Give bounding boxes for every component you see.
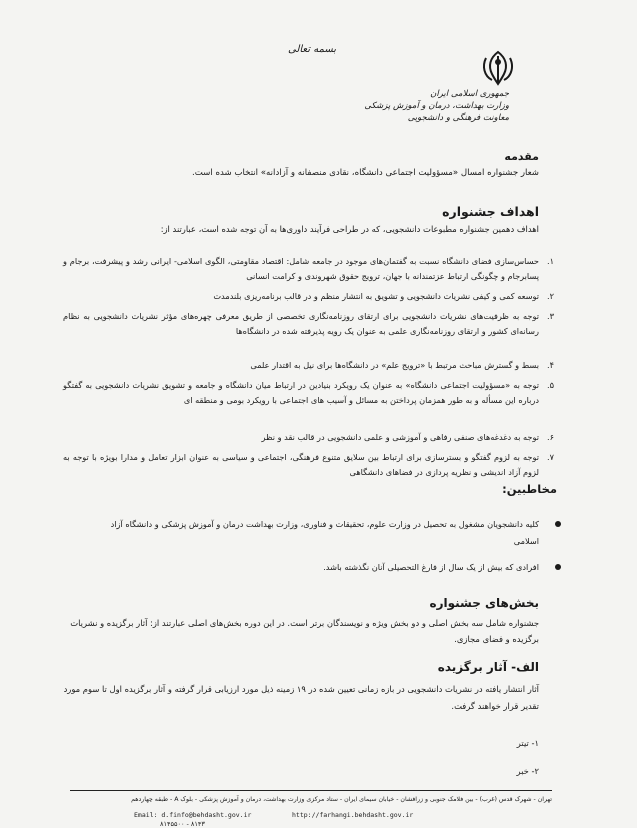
goal-text: توسعه کمی و کیفی نشریات دانشجویی و تشویق به انتشار منظم و در قالب برنامه‌ریزی بلندمدت <box>213 291 539 301</box>
ministry-header <box>359 88 509 124</box>
goal-item-3 <box>63 309 555 339</box>
goal-number: ۵. <box>547 380 555 390</box>
goal-item-4 <box>63 358 555 373</box>
footer <box>70 790 552 828</box>
goal-text: توجه به ظرفیت‌های نشریات دانشجویی برای ارتقای روزنامه‌نگاری تخصصی از طریق معرفی چهره‌های مؤثر نشریات دانشجویی به نظام رسانه‌ای کشور و ارتقای روزنامه‌نگاری علمی به عنوان یک رویه پذیرفته شده در دانشگاه‌ها <box>63 311 539 336</box>
sections-text: جشنواره شامل سه بخش اصلی و دو بخش ویژه و نویسندگان برتر است. در این دوره بخش‌های اصلی عبارتند از: آثار برگزیده و نشریات برگزیده و فضای مجازی. <box>70 618 539 644</box>
goal-number: ۱. <box>547 256 555 266</box>
footer-website-link[interactable]: http://farhangi.behdasht.gov.ir <box>292 811 414 819</box>
goal-number: ۶. <box>547 432 555 442</box>
goal-number: ۷. <box>547 452 555 462</box>
bullet-icon <box>555 521 561 527</box>
audience-heading: مخاطبین: <box>502 482 557 496</box>
footer-email[interactable]: Email: d.finfo@behdasht.gov.ir <box>134 811 252 819</box>
iran-emblem-icon <box>478 48 518 88</box>
footer-tel: ۸۱۴۵۵۰۰ - ۸۱۴۳ <box>160 820 205 828</box>
goal-text: حساس‌سازی فضای دانشگاه نسبت به گفتمان‌های موجود در جامعه شامل: اقتصاد مقاومتی، الگوی اسلامی- ایرانی رشد و پیشرفت، برجام و پسابرجام و چگونگی ارتباط عزتمندانه با جهان، ترویج حقوق شهروندی و کرامت انسانی <box>63 256 539 281</box>
bullet-icon <box>555 564 561 570</box>
goal-item-1 <box>63 254 555 284</box>
goal-text: توجه به «مسؤولیت اجتماعی دانشگاه» به عنوان یک رویکرد بنیادین در ارتباط میان دانشگاه و جامعه و تشویق نشریات دانشجویی به گفتگو درباره این مسأله و به طور همزمان پرداختن به مسائل و آسیب های اجتماعی با رویکرد بومی و منطقه ای <box>63 380 539 405</box>
intro-heading: مقدمه <box>504 150 539 163</box>
goal-item-7 <box>63 450 555 480</box>
basmala: بسمه تعالی <box>288 44 337 55</box>
goal-item-2 <box>63 289 555 304</box>
footer-address: تهران - شهرک قدس (غرب) - بین فلامک جنوبی و زرافشان - خیابان سیمای ایران - ستاد مرکزی وزارت بهداشت، درمان و آموزش پزشکی - بلوک A - طبقه چهاردهم <box>131 796 552 803</box>
goal-text: توجه به لزوم گفتگو و بسترسازی برای ارتباط بین سلایق متنوع فرهنگی، اجتماعی و سیاسی به عنوان ابزار تعامل و مدارا بویژه با توجه به لزوم آزاد اندیشی و نظریه پردازی در فضاهای دانشگاهی <box>63 452 539 477</box>
goal-number: ۳. <box>547 311 555 321</box>
ministry-line-3: معاونت فرهنگی و دانشجویی <box>407 113 509 123</box>
goal-item-6 <box>63 430 555 445</box>
intro-text: شعار جشنواره امسال «مسؤولیت اجتماعی دانشگاه، نقادی منصفانه و آزادانه» انتخاب شده است. <box>192 168 539 178</box>
goal-item-5 <box>63 378 555 408</box>
goal-text: توجه به دغدغه‌های صنفی رفاهی و آموزشی و علمی دانشجویی در قالب نقد و نظر <box>261 432 539 442</box>
part-a-item-1: ۱- تیتر <box>516 738 539 748</box>
goal-number: ۴. <box>547 360 555 370</box>
audience-item-1 <box>94 516 539 550</box>
goals-lead: اهداف دهمین جشنواره مطبوعات دانشجویی، که در طراحی فرآیند داوری‌ها به آن توجه شده است، عبارتند از: <box>160 224 539 234</box>
sections-heading: بخش‌های جشنواره <box>429 596 539 610</box>
part-a-heading: الف- آثار برگزیده <box>437 660 539 674</box>
ministry-line-2: وزارت بهداشت، درمان و آموزش پزشکی <box>364 101 509 111</box>
audience-text: کلیه دانشجویان مشغول به تحصیل در وزارت علوم، تحقیقات و فناوری، وزارت بهداشت درمان و آموزش پزشکی و دانشگاه آزاد اسلامی <box>110 519 539 546</box>
goal-text: بسط و گسترش مباحث مرتبط با «ترویج علم» در دانشگاه‌ها برای نیل به اقتدار علمی <box>250 360 539 370</box>
audience-item-2 <box>94 559 539 576</box>
goals-heading: اهداف جشنواره <box>442 204 539 219</box>
ministry-line-1: جمهوری اسلامی ایران <box>430 89 509 99</box>
audience-text: افرادی که بیش از یک سال از فارغ التحصیلی آنان نگذشته باشد. <box>323 562 539 572</box>
part-a-text: آثار انتشار یافته در نشریات دانشجویی در بازه زمانی تعیین شده در ۱۹ زمینه ذیل مورد ارزیابی قرار گرفته و آثار برگزیده اول تا سوم مورد تقدیر قرار خواهند گرفت. <box>63 684 539 711</box>
part-a-item-2: ۲- خبر <box>516 766 539 776</box>
goal-number: ۲. <box>547 291 555 301</box>
